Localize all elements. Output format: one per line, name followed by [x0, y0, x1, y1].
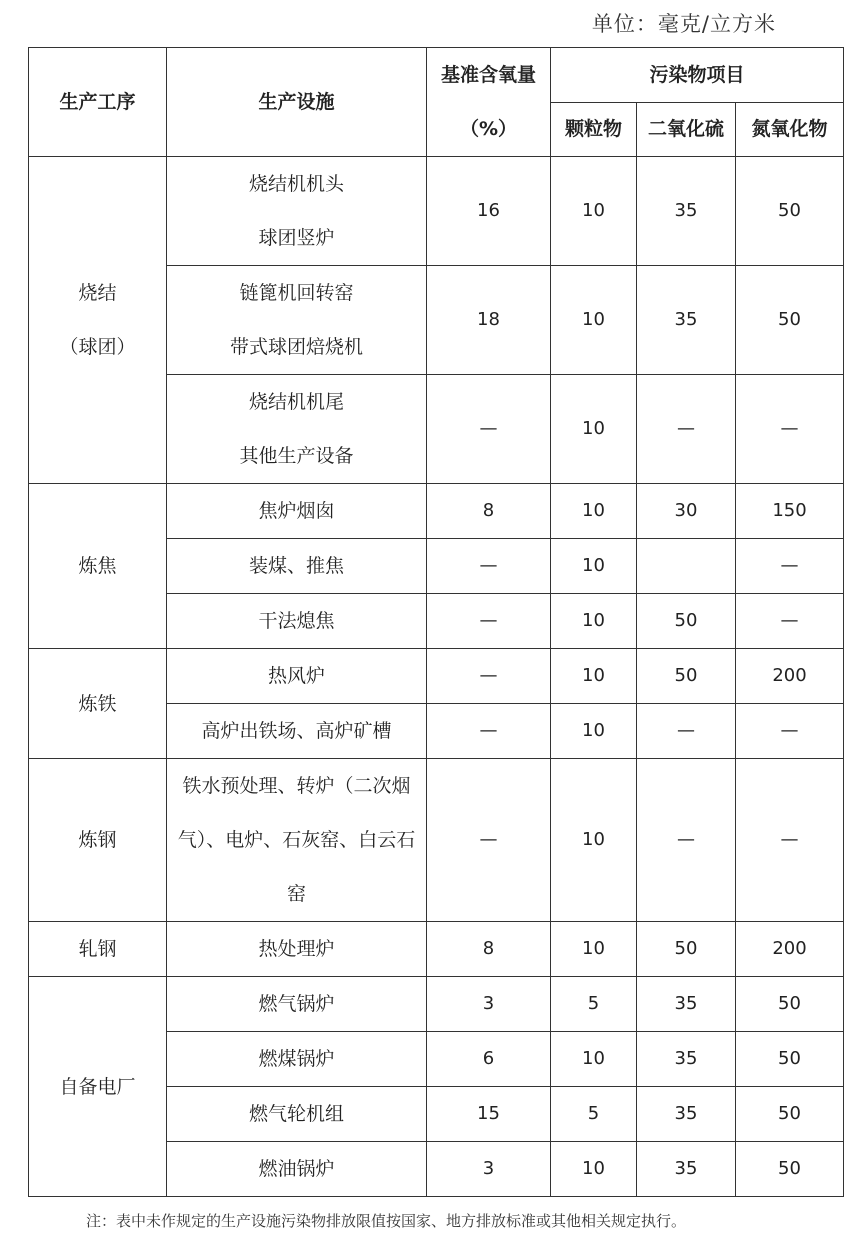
facility-cell — [167, 539, 427, 594]
unit-label: 单位：毫克/立方米 — [591, 12, 776, 36]
so2-cell: 35 — [637, 266, 736, 375]
header-so2: 二氧化硫 — [637, 102, 736, 157]
process-cell — [29, 977, 167, 1197]
facility-text: 热风炉 — [267, 665, 325, 687]
facility-cell — [167, 484, 427, 539]
pm-cell: 10 — [551, 1142, 637, 1197]
oxygen-cell: 16 — [427, 157, 551, 266]
nox-cell: 50 — [736, 1142, 844, 1197]
table-row — [29, 759, 844, 922]
process-cell — [29, 157, 167, 484]
facility-text: 高炉出铁场、高炉矿槽 — [201, 720, 392, 742]
table-row — [29, 922, 844, 977]
facility-text: 烧结机机头 — [248, 173, 344, 195]
oxygen-cell: 6 — [427, 1032, 551, 1087]
oxygen-cell: — — [427, 649, 551, 704]
oxygen-cell: — — [427, 759, 551, 922]
nox-cell: 50 — [736, 1087, 844, 1142]
facility-cell — [167, 1142, 427, 1197]
facility-cell — [167, 977, 427, 1032]
header-nox: 氮氧化物 — [736, 102, 844, 157]
facility-cell — [167, 1032, 427, 1087]
so2-cell: 35 — [637, 1142, 736, 1197]
oxygen-cell: — — [427, 594, 551, 649]
header-oxygen — [427, 48, 551, 157]
nox-cell: — — [736, 704, 844, 759]
table-row — [29, 977, 844, 1032]
pm-cell: 10 — [551, 922, 637, 977]
header-pm: 颗粒物 — [551, 102, 637, 157]
so2-cell: 50 — [637, 594, 736, 649]
pm-cell: 10 — [551, 539, 637, 594]
process-text: 轧钢 — [78, 938, 117, 960]
oxygen-cell: — — [427, 704, 551, 759]
pm-cell: 10 — [551, 266, 637, 375]
facility-text: 带式球团焙烧机 — [229, 336, 363, 358]
so2-cell: — — [637, 759, 736, 922]
oxygen-cell: 15 — [427, 1087, 551, 1142]
header-facility: 生产设施 — [167, 48, 427, 157]
process-text: 炼铁 — [78, 692, 117, 715]
header-oxygen-line1: 基准含氧量 — [440, 64, 536, 86]
so2-cell: 35 — [637, 157, 736, 266]
footnote: 注：表中未作规定的生产设施污染物排放限值按国家、地方排放标准或其他相关规定执行。 — [86, 1212, 687, 1230]
facility-cell — [167, 266, 427, 375]
nox-cell: — — [736, 594, 844, 649]
table-row — [29, 484, 844, 539]
process-text: 炼焦 — [78, 555, 117, 577]
nox-cell: 200 — [736, 649, 844, 704]
facility-cell — [167, 157, 427, 266]
emission-limits-table — [28, 47, 844, 1197]
header-row — [29, 48, 844, 103]
oxygen-cell: — — [427, 375, 551, 484]
facility-cell — [167, 922, 427, 977]
facility-text: 球团竖炉 — [258, 227, 335, 249]
so2-cell — [637, 539, 736, 594]
header-process: 生产工序 — [29, 48, 167, 157]
nox-cell: 50 — [736, 977, 844, 1032]
facility-cell — [167, 594, 427, 649]
pm-cell: 10 — [551, 157, 637, 266]
facility-text: 燃气轮机组 — [248, 1103, 344, 1125]
oxygen-cell: 3 — [427, 977, 551, 1032]
facility-text: 链篦机回转窑 — [239, 282, 354, 304]
facility-text: 其他生产设备 — [239, 445, 354, 467]
process-text: 烧结 — [78, 282, 117, 304]
pm-cell: 5 — [551, 977, 637, 1032]
process-cell — [29, 759, 167, 922]
facility-cell — [167, 1087, 427, 1142]
facility-text: 铁水预处理、转炉（二次烟气）、电炉、石灰窑、白云石窑 — [177, 775, 416, 905]
facility-text: 焦炉烟囱 — [258, 500, 335, 522]
so2-cell: 35 — [637, 1087, 736, 1142]
nox-cell: 150 — [736, 484, 844, 539]
header-pollutants: 污染物项目 — [551, 48, 844, 103]
table-row — [29, 157, 844, 266]
so2-cell: 30 — [637, 484, 736, 539]
facility-text: 燃煤锅炉 — [258, 1048, 335, 1070]
pm-cell: 10 — [551, 704, 637, 759]
pm-cell: 10 — [551, 649, 637, 704]
so2-cell: 35 — [637, 1032, 736, 1087]
process-cell — [29, 649, 167, 759]
oxygen-cell: 18 — [427, 266, 551, 375]
nox-cell: 50 — [736, 157, 844, 266]
table-row — [29, 649, 844, 704]
nox-cell: 50 — [736, 266, 844, 375]
pm-cell: 10 — [551, 484, 637, 539]
oxygen-cell: 8 — [427, 922, 551, 977]
nox-cell: — — [736, 759, 844, 922]
facility-cell — [167, 759, 427, 922]
nox-cell: 200 — [736, 922, 844, 977]
pm-cell: 5 — [551, 1087, 637, 1142]
oxygen-cell: 8 — [427, 484, 551, 539]
process-cell — [29, 484, 167, 649]
so2-cell: 35 — [637, 977, 736, 1032]
nox-cell: — — [736, 375, 844, 484]
process-cell — [29, 922, 167, 977]
facility-cell — [167, 649, 427, 704]
header-oxygen-line2: （%） — [459, 118, 518, 140]
facility-text: 烧结机机尾 — [248, 391, 344, 413]
pm-cell: 10 — [551, 1032, 637, 1087]
facility-text: 燃气锅炉 — [258, 993, 335, 1015]
facility-text: 燃油锅炉 — [258, 1158, 335, 1180]
so2-cell: — — [637, 704, 736, 759]
facility-text: 装煤、推焦 — [248, 555, 344, 577]
so2-cell: 50 — [637, 922, 736, 977]
nox-cell: 50 — [736, 1032, 844, 1087]
facility-cell — [167, 375, 427, 484]
nox-cell: — — [736, 539, 844, 594]
so2-cell: — — [637, 375, 736, 484]
so2-cell: 50 — [637, 649, 736, 704]
facility-text: 热处理炉 — [258, 938, 335, 960]
process-text: 自备电厂 — [59, 1075, 136, 1098]
pm-cell: 10 — [551, 375, 637, 484]
facility-cell — [167, 704, 427, 759]
process-text: （球团） — [59, 336, 136, 358]
pm-cell: 10 — [551, 759, 637, 922]
table-body — [29, 157, 844, 1197]
process-text: 炼钢 — [78, 829, 117, 851]
pm-cell: 10 — [551, 594, 637, 649]
oxygen-cell: — — [427, 539, 551, 594]
oxygen-cell: 3 — [427, 1142, 551, 1197]
table-header — [29, 48, 844, 157]
facility-text: 干法熄焦 — [258, 610, 335, 632]
